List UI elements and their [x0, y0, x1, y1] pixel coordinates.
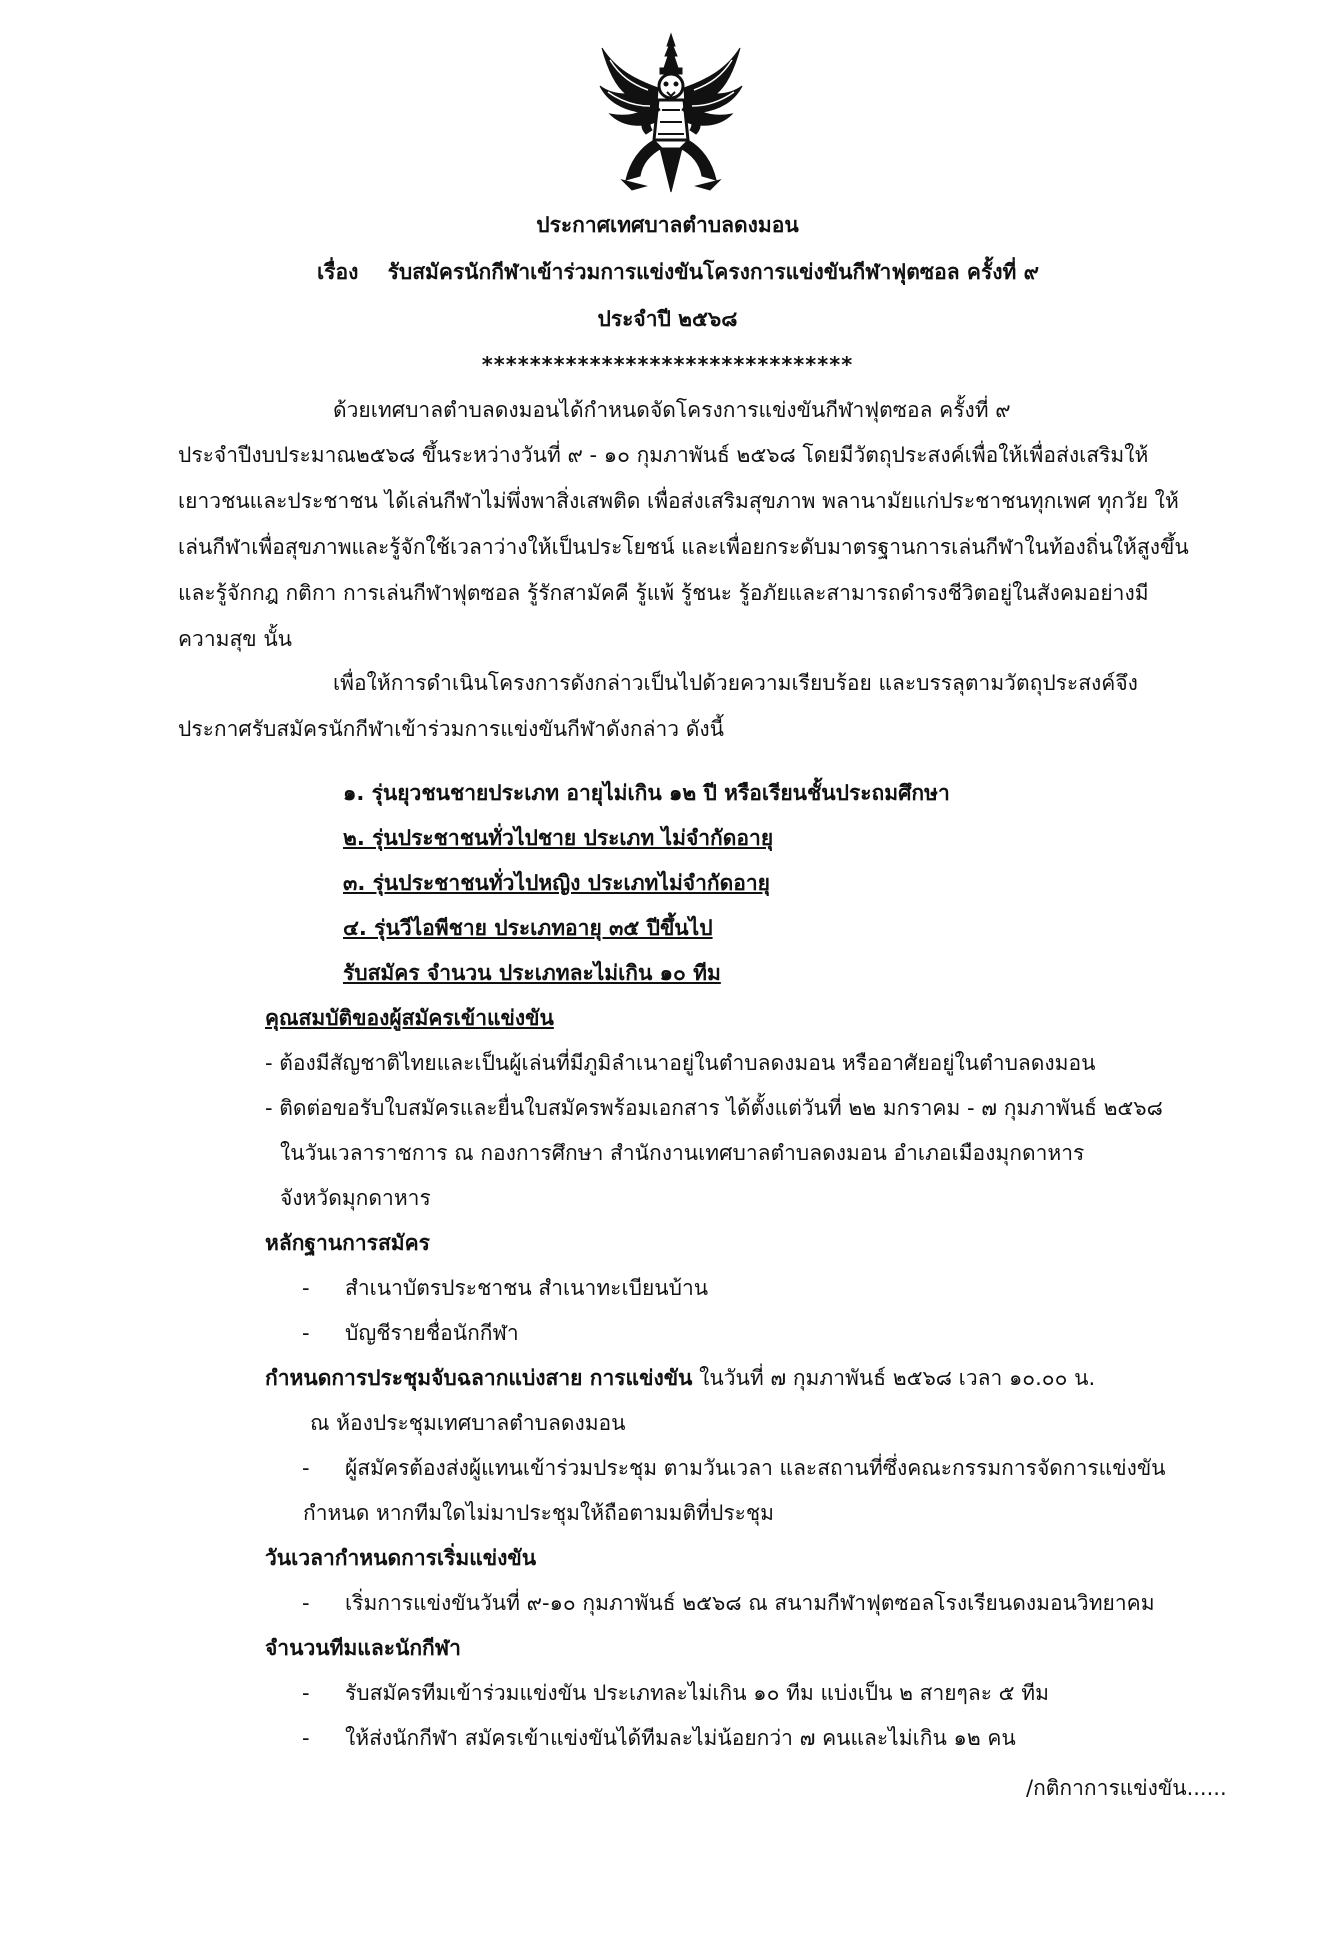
qualification-item: ในวันเวลาราชการ ณ กองการศึกษา สำนักงานเทศบาลตำบลดงมอน อำเภอเมืองมุกดาหาร — [280, 1141, 1085, 1165]
evidence-item: บัญชีรายชื่อนักกีฬา — [345, 1321, 519, 1345]
dash-marker: - — [302, 1726, 310, 1750]
intro-line: เล่นกีฬาเพื่อสุขภาพและรู้จักใช้เวลาว่างให้เป็นประโยชน์ และเพื่อยกระดับมาตรฐานการเล่นกีฬาในท้องถิ่นให้สูงขึ้น — [178, 535, 1189, 559]
meeting-heading: กำหนดการประชุมจับฉลากแบ่งสาย การแข่งขัน — [265, 1366, 693, 1390]
dash-marker: - — [302, 1681, 310, 1705]
evidence-item: สำเนาบัตรประชาชน สำเนาทะเบียนบ้าน — [345, 1276, 709, 1300]
intro-para2-line: ประกาศรับสมัครนักกีฬาเข้าร่วมการแข่งขันกีฬาดังกล่าว ดังนี้ — [178, 717, 724, 741]
separator-stars: ******************************* — [481, 353, 854, 377]
meeting-datetime: ในวันที่ ๗ กุมภาพันธ์ ๒๕๖๘ เวลา ๑๐.๐๐ น. — [692, 1366, 1096, 1390]
subject-line — [317, 257, 1039, 287]
category-item: ๒. รุ่นประชาชนทั่วไปชาย ประเภท ไม่จำกัดอายุ — [343, 826, 774, 850]
subject-text: รับสมัครนักกีฬาเข้าร่วมการแข่งขันโครงการแข่งขันกีฬาฟุตซอล ครั้งที่ ๙ — [387, 260, 1040, 284]
dash-marker: - — [302, 1456, 310, 1480]
start-item: เริ่มการแข่งขันวันที่ ๙-๑๐ กุมภาพันธ์ ๒๕๖๘ ณ สนามกีฬาฟุตซอลโรงเรียนดงมอนวิทยาคม — [345, 1591, 1155, 1615]
category-item: ๑. รุ่นยุวชนชายประเภท อายุไม่เกิน ๑๒ ปี หรือเรียนชั้นประถมศึกษา — [343, 781, 950, 805]
garuda-emblem-icon — [596, 30, 746, 200]
continued-footer: /กติกาการแข่งขัน...... — [1026, 1776, 1227, 1800]
teams-heading: จำนวนทีมและนักกีฬา — [265, 1636, 461, 1660]
dash-marker: - — [302, 1276, 310, 1300]
start-heading: วันเวลากำหนดการเริ่มแข่งขัน — [265, 1546, 537, 1570]
intro-line: ประจำปีงบประมาณ๒๕๖๘ ขึ้นระหว่างวันที่ ๙ - ๑๐ กุมภาพันธ์ ๒๕๖๘ โดยมีวัตถุประสงค์เพื่อให้เพื่อส่งเสริมให้ — [178, 443, 1149, 467]
intro-line: ความสุข นั้น — [178, 627, 293, 651]
meeting-note: กำหนด หากทีมใดไม่มาประชุมให้ถือตามมติที่ประชุม — [303, 1501, 774, 1525]
announcement-title: ประกาศเทศบาลตำบลดงมอน — [536, 213, 799, 237]
category-item: ๔. รุ่นวีไอพีชาย ประเภทอายุ ๓๕ ปีขึ้นไป — [343, 916, 713, 940]
dash-marker: - — [302, 1321, 310, 1345]
teams-item: ให้ส่งนักกีฬา สมัครเข้าแข่งขันได้ทีมละไม่น้อยกว่า ๗ คนและไม่เกิน ๑๒ คน — [345, 1726, 1016, 1750]
teams-item: รับสมัครทีมเข้าร่วมแข่งขัน ประเภทละไม่เกิน ๑๐ ทีม แบ่งเป็น ๒ สายๆละ ๕ ทีม — [345, 1681, 1049, 1705]
qualification-item: - ต้องมีสัญชาติไทยและเป็นผู้เล่นที่มีภูมิลำเนาอยู่ในตำบลดงมอน หรืออาศัยอยู่ในตำบลดงมอน — [265, 1051, 1096, 1075]
category-item: ๓. รุ่นประชาชนทั่วไปหญิง ประเภทไม่จำกัดอายุ — [343, 871, 770, 895]
meeting-note: ผู้สมัครต้องส่งผู้แทนเข้าร่วมประชุม ตามวันเวลา และสถานที่ซึ่งคณะกรรมการจัดการแข่งขัน — [345, 1456, 1166, 1480]
intro-para2-line: เพื่อให้การดำเนินโครงการดังกล่าวเป็นไปด้วยความเรียบร้อย และบรรลุตามวัตถุประสงค์จึง — [333, 671, 1138, 695]
qualifications-heading: คุณสมบัติของผู้สมัครเข้าแข่งขัน — [265, 1006, 554, 1030]
intro-line: ด้วยเทศบาลตำบลดงมอนได้กำหนดจัดโครงการแข่งขันกีฬาฟุตซอล ครั้งที่ ๙ — [333, 398, 1011, 422]
intro-line: เยาวชนและประชาชน ได้เล่นกีฬาไม่พึ่งพาสิ่งเสพติด เพื่อส่งเสริมสุขภาพ พลานามัยแก่ประชาชนทุกเพศ ทุกวัย ให้ — [178, 489, 1179, 513]
dash-marker: - — [302, 1591, 310, 1615]
meeting-line — [265, 1363, 1095, 1393]
subject-label: เรื่อง — [317, 260, 359, 284]
meeting-location: ณ ห้องประชุมเทศบาลตำบลดงมอน — [310, 1411, 626, 1435]
category-quota: รับสมัคร จำนวน ประเภทละไม่เกิน ๑๐ ทีม — [343, 961, 721, 985]
intro-line: และรู้จักกฎ กติกา การเล่นกีฬาฟุตซอล รู้รักสามัคคี รู้แพ้ รู้ชนะ รู้อภัยและสามารถดำรงชีวิตอยู่ในสังคมอย่างมี — [178, 581, 1149, 605]
fiscal-year: ประจำปี ๒๕๖๘ — [597, 307, 738, 331]
qualification-item: - ติดต่อขอรับใบสมัครและยื่นใบสมัครพร้อมเอกสาร ได้ตั้งแต่วันที่ ๒๒ มกราคม - ๗ กุมภาพันธ์ ๒๕๖๘ — [265, 1096, 1163, 1120]
qualification-item: จังหวัดมุกดาหาร — [280, 1186, 431, 1210]
evidence-heading: หลักฐานการสมัคร — [265, 1231, 430, 1255]
